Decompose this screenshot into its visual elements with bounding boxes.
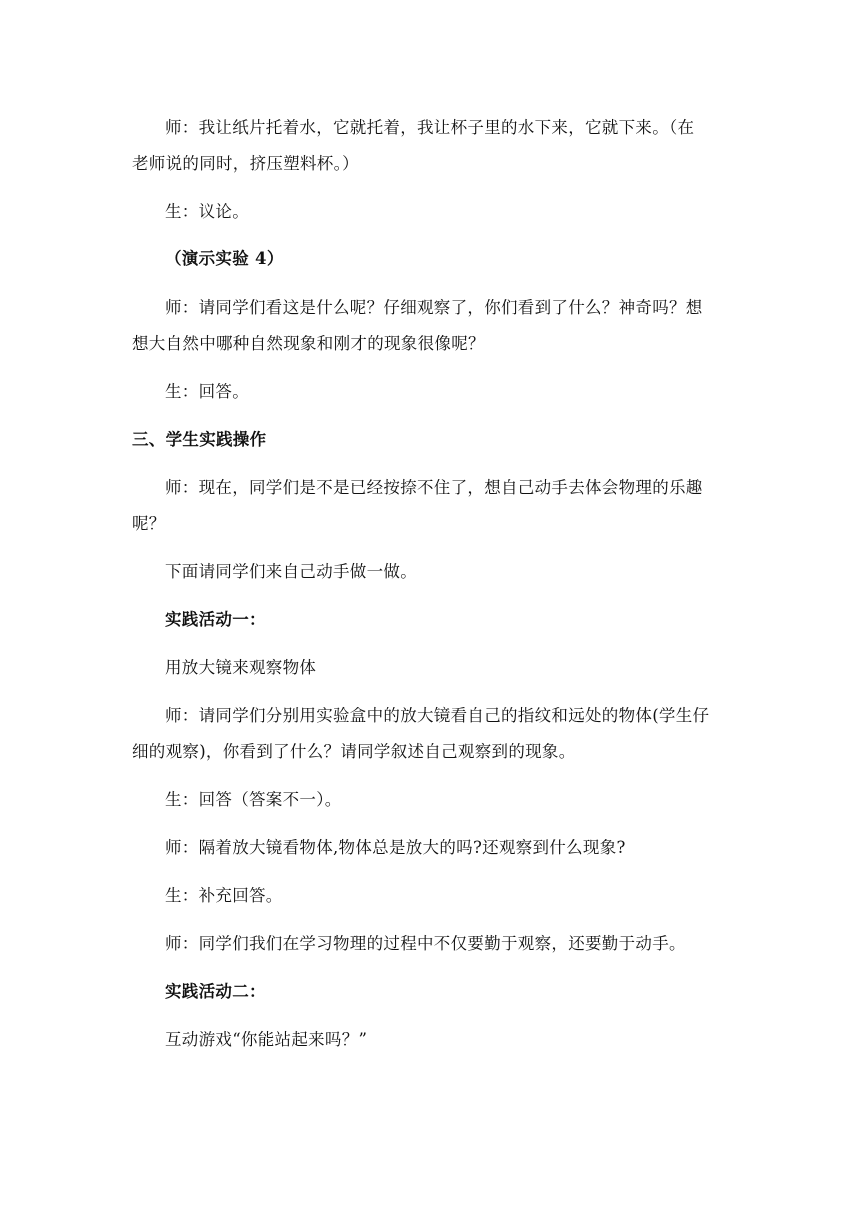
paragraph-line: 师：现在，同学们是不是已经按捺不住了，想自己动手去体会物理的乐趣 bbox=[165, 478, 703, 497]
paragraph-line: 师：隔着放大镜看物体,物体总是放大的吗?还观察到什么现象? bbox=[165, 838, 626, 857]
paragraph-line: 师：同学们我们在学习物理的过程中不仅要勤于观察，还要勤于动手。 bbox=[165, 934, 686, 953]
paragraph-line: 师：请同学们看这是什么呢？仔细观察了，你们看到了什么？神奇吗？想 bbox=[165, 298, 703, 317]
paragraph-line: 生：议论。 bbox=[165, 202, 249, 221]
section-heading: 三、学生实践操作 bbox=[132, 430, 267, 449]
section-label: （演示实验 4） bbox=[165, 249, 284, 268]
paragraph-line: 呢？ bbox=[132, 514, 166, 533]
paragraph-line: 师：我让纸片托着水，它就托着，我让杯子里的水下来，它就下来。（在 bbox=[165, 118, 695, 137]
paragraph-line: 用放大镜来观察物体 bbox=[165, 658, 317, 677]
section-label: 实践活动一： bbox=[165, 610, 266, 629]
section-label: 实践活动二： bbox=[165, 982, 266, 1001]
paragraph-line: 细的观察)，你看到了什么？请同学叙述自己观察到的现象。 bbox=[132, 742, 576, 761]
paragraph-line: 师：请同学们分别用实验盒中的放大镜看自己的指纹和远处的物体(学生仔 bbox=[165, 706, 710, 725]
paragraph-line: 下面请同学们来自己动手做一做。 bbox=[165, 562, 417, 581]
paragraph-line: 互动游戏“你能站起来吗？” bbox=[165, 1030, 368, 1049]
paragraph-line: 生：回答（答案不一）。 bbox=[165, 790, 342, 809]
paragraph-line: 想大自然中哪种自然现象和刚才的现象很像呢？ bbox=[132, 334, 485, 353]
paragraph-line: 生：补充回答。 bbox=[165, 886, 283, 905]
paragraph-line: 生：回答。 bbox=[165, 382, 249, 401]
paragraph-line: 老师说的同时，挤压塑料杯。） bbox=[132, 154, 359, 173]
